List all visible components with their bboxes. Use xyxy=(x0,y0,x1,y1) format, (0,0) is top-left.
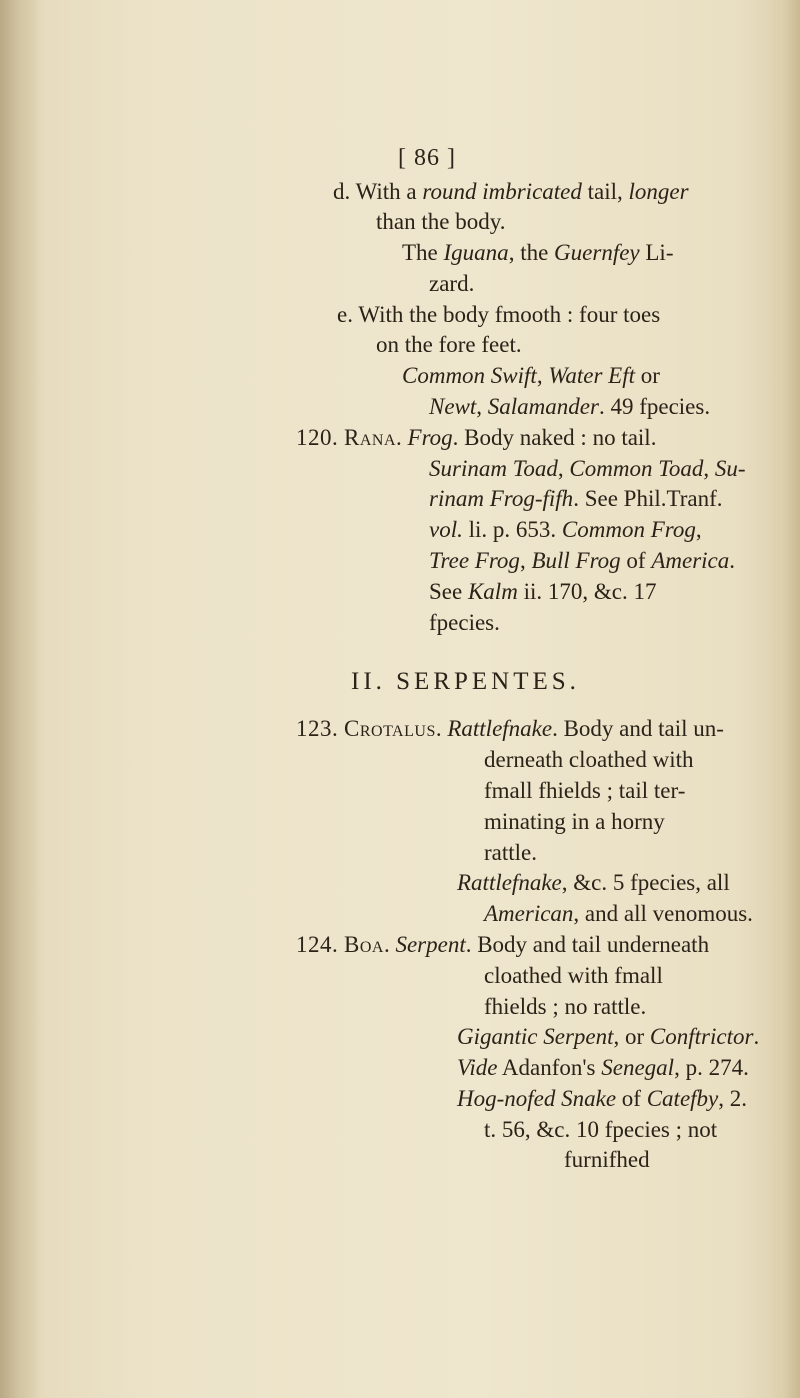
text-line: t. 56, &c. 10 fpecies ; not xyxy=(484,1117,718,1142)
text-line: d. With a round imbricated tail, longer xyxy=(333,179,689,204)
page-left-edge xyxy=(0,0,40,1398)
text-line: See Kalm ii. 170, &c. 17 xyxy=(429,579,657,604)
text-line: Vide Adanfon's Senegal, p. 274. xyxy=(457,1055,749,1080)
section-title: II. SERPENTES. xyxy=(351,668,580,695)
text-line: minating in a horny xyxy=(484,809,665,834)
text-line: than the body. xyxy=(376,209,506,234)
entry-crotalus: 123. Crotalus. Rattlefnake. Body and tail un- xyxy=(296,716,724,741)
entry-boa: 124. Boa. Serpent. Body and tail underneath xyxy=(296,932,710,957)
text-line: Hog-nofed Snake of Catefby, 2. xyxy=(457,1086,748,1111)
text-line: Common Swift, Water Eft or xyxy=(402,363,660,388)
entry-rana: 120. Rana. Frog. Body naked : no tail. xyxy=(296,425,657,450)
page-number-header: [ 86 ] xyxy=(398,145,456,171)
text-line: The Iguana, the Guernfey Li- xyxy=(402,240,674,265)
text-line: fpecies. xyxy=(429,610,500,635)
text-line: Newt, Salamander. 49 fpecies. xyxy=(429,394,711,419)
text-line: derneath cloathed with xyxy=(484,747,694,772)
text-line: rinam Frog-fifh. See Phil.Tranf. xyxy=(429,486,723,511)
text-line: zard. xyxy=(429,271,475,296)
text-line: fmall fhields ; tail ter- xyxy=(484,778,686,803)
text-line: Gigantic Serpent, or Conftrictor. xyxy=(457,1024,760,1049)
text-line: cloathed with fmall xyxy=(484,963,663,988)
page-right-edge xyxy=(770,0,800,1398)
text-line: on the fore feet. xyxy=(376,332,522,357)
text-line: rattle. xyxy=(484,840,537,865)
text-line: e. With the body fmooth : four toes xyxy=(337,302,661,327)
text-line: fhields ; no rattle. xyxy=(484,994,647,1019)
text-line: Tree Frog, Bull Frog of America. xyxy=(429,548,736,573)
text-line: American, and all venomous. xyxy=(484,901,753,926)
text-line: Rattlefnake, &c. 5 fpecies, all xyxy=(457,870,730,895)
text-line: Surinam Toad, Common Toad, Su- xyxy=(429,456,746,481)
text-line: vol. li. p. 653. Common Frog, xyxy=(429,517,702,542)
catchword: furnifhed xyxy=(564,1147,650,1172)
